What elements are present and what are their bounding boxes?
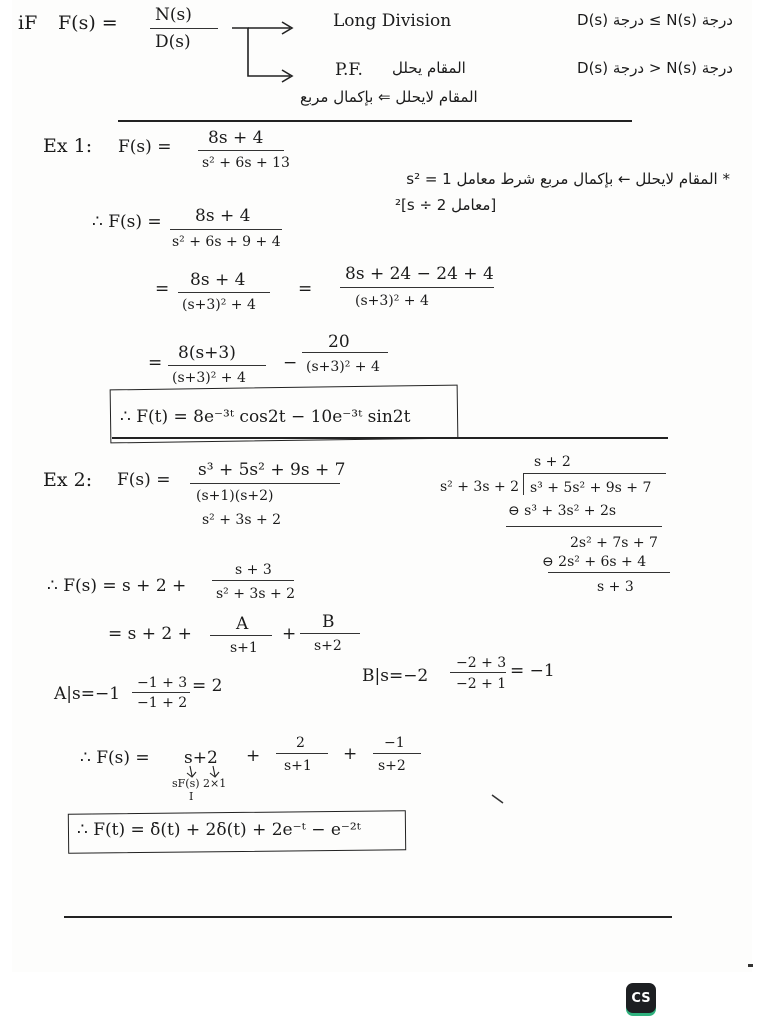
ex1-step3-den: (s+3)² + 4 bbox=[355, 293, 429, 309]
condition-degree-lt: درجة N(s) < درجة D(s) bbox=[577, 59, 733, 77]
ex1-step4-num-b: 20 bbox=[328, 332, 350, 352]
ex1-denominator: s² + 6s + 13 bbox=[202, 155, 290, 171]
long-division-label: Long Division bbox=[333, 11, 452, 31]
ex1-eq1: = bbox=[155, 279, 170, 299]
ex1-step1-lhs: ∴ F(s) = bbox=[92, 212, 162, 232]
ex2-step1-lhs: ∴ F(s) = s + 2 + bbox=[47, 576, 187, 596]
ex1-step3-num: 8s + 24 − 24 + 4 bbox=[345, 264, 494, 284]
section-divider-3 bbox=[64, 916, 672, 918]
A-eval-den: −1 + 2 bbox=[137, 695, 188, 711]
ex2-step1-den: s² + 3s + 2 bbox=[216, 586, 296, 602]
header-fs: F(s) = bbox=[58, 12, 118, 34]
ex2-denominator: (s+1)(s+2) bbox=[196, 488, 274, 504]
ex2-numerator: s³ + 5s² + 9s + 7 bbox=[198, 460, 346, 480]
pf-label: P.F. bbox=[335, 60, 363, 80]
complete-square-rule: [معامل s ÷ 2]² bbox=[395, 196, 497, 214]
if-label: iF bbox=[18, 12, 38, 34]
header-numerator: N(s) bbox=[155, 5, 192, 25]
pf-A: A bbox=[236, 614, 249, 634]
ex2-denominator-expanded: s² + 3s + 2 bbox=[202, 512, 282, 528]
ex2-result: ∴ F(t) = δ̇(t) + 2δ(t) + 2e⁻ᵗ − e⁻²ᵗ bbox=[77, 820, 361, 840]
pf-A-den: s+1 bbox=[230, 640, 258, 656]
ex1-step4-den-a: (s+3)² + 4 bbox=[172, 370, 246, 386]
ex2-fs: F(s) = bbox=[117, 470, 171, 490]
B-eval-label: B|s=−2 bbox=[362, 666, 429, 686]
A-eval-label: A|s=−1 bbox=[54, 684, 121, 704]
div-subtract-2: ⊖ 2s² + 6s + 4 bbox=[542, 554, 647, 570]
ex1-eq2: = bbox=[298, 279, 313, 299]
final-plus-2: + bbox=[343, 744, 358, 764]
final-num-3: −1 bbox=[384, 735, 405, 751]
div-remainder-2: s + 3 bbox=[597, 579, 634, 595]
ex1-fs: F(s) = bbox=[118, 137, 172, 157]
ex1-label: Ex 1: bbox=[43, 135, 93, 157]
ex1-step2-den: (s+3)² + 4 bbox=[182, 297, 256, 313]
pf-factorable: المقام يحلل bbox=[392, 59, 466, 77]
ex1-step4-den-b: (s+3)² + 4 bbox=[306, 359, 380, 375]
ex2-label: Ex 2: bbox=[43, 469, 93, 491]
header-denominator: D(s) bbox=[155, 32, 191, 52]
final-term-1-map: sF(s) 2×1 bbox=[172, 777, 227, 790]
pf-plus: + bbox=[282, 624, 297, 644]
complete-square-note: * المقام لايحلل ← بإكمال مربع شرط معامل s² = 1 bbox=[406, 170, 730, 188]
A-eval-val: = 2 bbox=[192, 676, 223, 696]
ex1-result: ∴ F(t) = 8e⁻³ᵗ cos2t − 10e⁻³ᵗ sin2t bbox=[120, 407, 411, 427]
final-term-1-map2: I bbox=[189, 790, 194, 803]
final-term-1: s+2 bbox=[184, 748, 218, 768]
A-eval-num: −1 + 3 bbox=[137, 675, 188, 691]
ex1-numerator: 8s + 4 bbox=[208, 128, 264, 148]
ex1-eq3: = bbox=[148, 353, 163, 373]
div-divisor: s² + 3s + 2 bbox=[440, 479, 520, 495]
ex1-step1-den: s² + 6s + 9 + 4 bbox=[172, 234, 281, 250]
ex2-final-lhs: ∴ F(s) = bbox=[80, 748, 150, 768]
final-num-2: 2 bbox=[296, 735, 305, 751]
final-den-2: s+1 bbox=[284, 758, 312, 774]
div-remainder-1: 2s² + 7s + 7 bbox=[570, 535, 658, 551]
final-den-3: s+2 bbox=[378, 758, 406, 774]
B-eval-num: −2 + 3 bbox=[456, 655, 507, 671]
ex2-step2-lhs: = s + 2 + bbox=[108, 624, 192, 644]
ex1-minus: − bbox=[283, 353, 298, 373]
not-factorable-note: المقام لايحلل ⇐ بإكمال مربع bbox=[300, 88, 478, 106]
camscanner-logo: CS bbox=[626, 983, 656, 1013]
pf-B-den: s+2 bbox=[314, 638, 342, 654]
div-dividend: s³ + 5s² + 9s + 7 bbox=[530, 480, 652, 496]
pf-B: B bbox=[322, 612, 335, 632]
B-eval-val: = −1 bbox=[510, 661, 555, 681]
final-plus-1: + bbox=[246, 746, 261, 766]
div-subtract-1: ⊖ s³ + 3s² + 2s bbox=[508, 503, 617, 519]
ex1-step1-num: 8s + 4 bbox=[195, 206, 251, 226]
page-corner-mark bbox=[748, 964, 753, 967]
condition-degree-ge: درجة N(s) ≥ درجة D(s) bbox=[577, 11, 733, 29]
B-eval-den: −2 + 1 bbox=[456, 676, 507, 692]
div-quotient: s + 2 bbox=[534, 454, 571, 470]
ex1-step4-num-a: 8(s+3) bbox=[178, 343, 236, 363]
ex1-step2-num: 8s + 4 bbox=[190, 270, 246, 290]
ex2-step1-num: s + 3 bbox=[235, 562, 272, 578]
